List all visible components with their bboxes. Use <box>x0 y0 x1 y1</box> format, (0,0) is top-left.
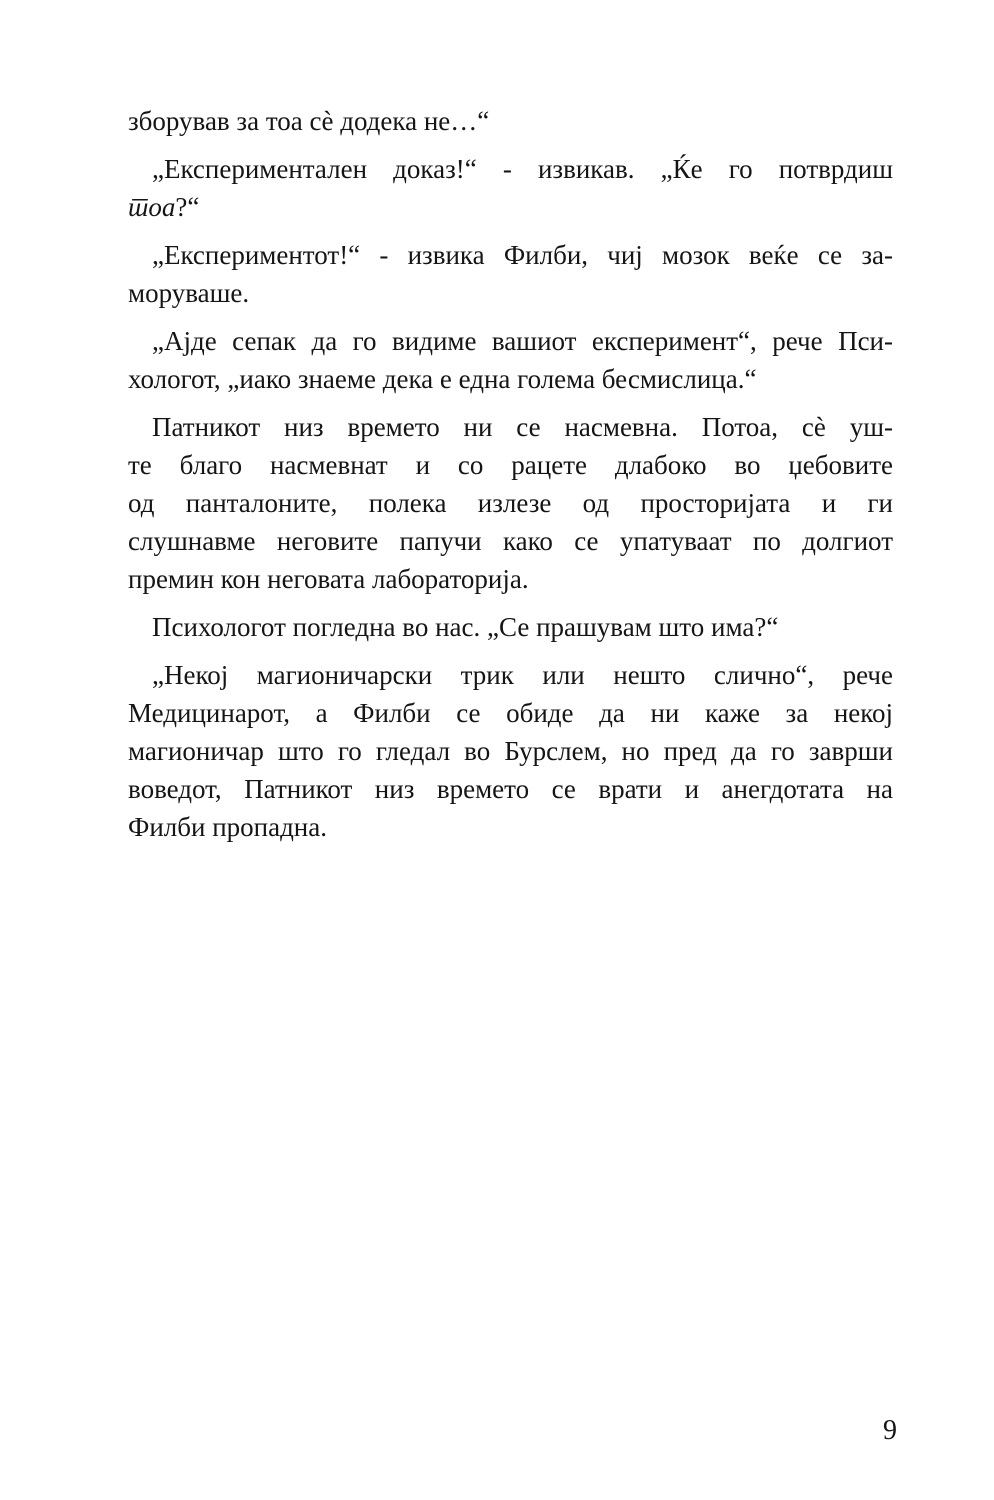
text-line: Патникот низ времето ни се насмевна. Потоа, сѐ уш- <box>152 412 893 442</box>
text-fragment: ?“ <box>175 192 200 222</box>
text-line: воведот, Патникот низ времето се врати и анегдотата на <box>128 774 893 804</box>
text-line <box>128 188 893 226</box>
text-line: зборував за тоа сѐ додека не…“ <box>128 106 490 136</box>
emphasized-word: тоа <box>128 192 176 222</box>
text-line: „Експериментот!“ - извика Филби, чиј мозок веќе се за- <box>152 240 893 270</box>
page-number: 9 <box>883 1415 897 1446</box>
text-line: од панталоните, полека излезе од просторијата и ги <box>128 488 893 518</box>
text-line: те благо насмевнат и со рацете длабоко во џебовите <box>128 450 893 480</box>
paragraph <box>128 656 893 846</box>
paragraph <box>128 408 893 598</box>
page-text-block <box>128 102 893 846</box>
text-line: магионичар што го гледал во Бурслем, но пред да го заврши <box>128 736 893 766</box>
paragraph <box>128 236 893 312</box>
text-line: „Експериментален доказ!“ - извикав. „Ќе го потврдиш <box>152 154 893 184</box>
paragraph <box>128 150 893 226</box>
text-line: моруваше. <box>128 278 250 308</box>
text-line: хологот, „иако знаеме дека е една голема бесмислица.“ <box>128 364 757 394</box>
paragraph <box>128 102 893 140</box>
text-line: „Ајде сепак да го видиме вашиот експеримент“, рече Пси- <box>152 326 893 356</box>
text-line: слушнавме неговите папучи како се упатуваат по долгиот <box>128 526 893 556</box>
text-line: премин кон неговата лабораторија. <box>128 564 529 594</box>
paragraph <box>128 322 893 398</box>
text-line: Психологот погледна во нас. „Се прашувам што има?“ <box>152 612 779 642</box>
paragraph <box>128 608 893 646</box>
text-line: Медицинарот, а Филби се обиде да ни каже за некој <box>128 698 893 728</box>
text-line: „Некој магионичарски трик или нешто слично“, рече <box>152 660 893 690</box>
text-line: Филби пропадна. <box>128 812 327 842</box>
